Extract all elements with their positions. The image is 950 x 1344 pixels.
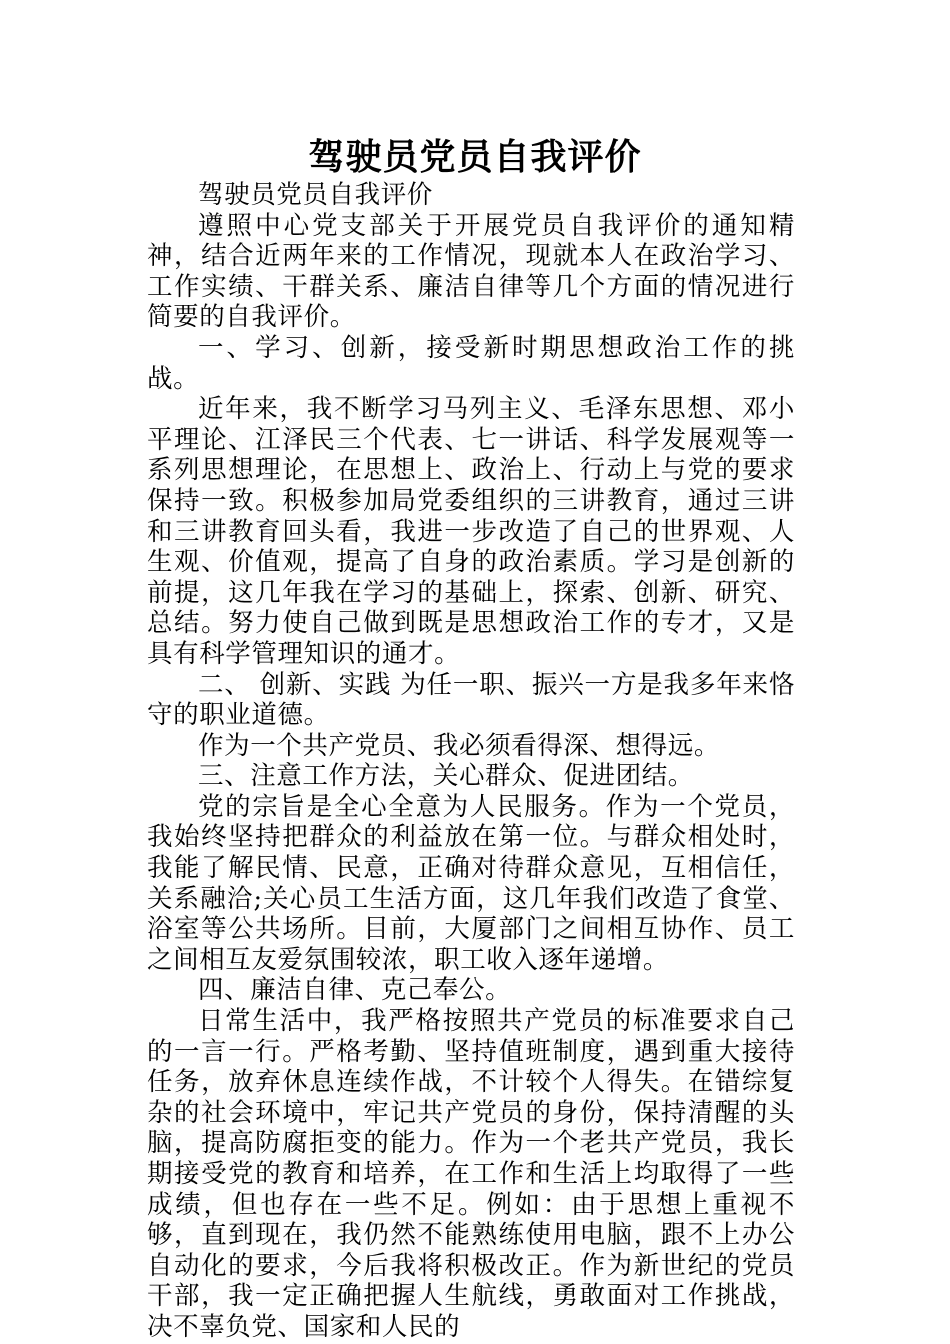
section-heading-3: 三、注意工作方法，关心群众、促进团结。 [198,761,694,792]
document-title: 驾驶员党员自我评价 [308,136,642,178]
paragraph-subtitle: 驾驶员党员自我评价 [198,180,433,210]
document-body [147,180,795,1343]
paragraph-section-4: 日常生活中，我严格按照共产党员的标准要求自己的一言一行。严格考勤、坚持值班制度，遇到重大接待任务，放弃休息连续作战，不计较个人得失。在错综复杂的社会环境中，牢记共产党员的身份，保持清醒的头脑，提高防腐拒变的能力。作为一个老共产党员，我长期接受党的教育和培养，在工作和生活上均取得了一些成绩，但也存在一些不足。例如：由于思想上重视不够，直到现在，我仍然不能熟练使用电脑，跟不上办公自动化的要求，今后我将积极改正。作为新世纪的党员干部，我一定正确把握人生航线，勇敢面对工作挑战，决不辜负党、国家和人民的 [147,1006,795,1342]
paragraph-section-1: 近年来，我不断学习马列主义、毛泽东思想、邓小平理论、江泽民三个代表、七一讲话、科学发展观等一系列思想理论，在思想上、政治上、行动上与党的要求保持一致。积极参加局党委组织的三讲教育，通过三讲和三讲教育回头看，我进一步改造了自己的世界观、人生观、价值观，提高了自身的政治素质。学习是创新的前提，这几年我在学习的基础上，探索、创新、研究、总结。努力使自己做到既是思想政治工作的专才，又是具有科学管理知识的通才。 [147,394,795,669]
section-heading-2: 二、 创新、实践 为任一职、振兴一方是我多年来恪守的职业道德。 [147,669,795,731]
paragraph-intro: 遵照中心党支部关于开展党员自我评价的通知精神，结合近两年来的工作情况，现就本人在政治学习、工作实绩、干群关系、廉洁自律等几个方面的情况进行简要的自我评价。 [147,210,795,333]
section-heading-1: 一、学习、创新，接受新时期思想政治工作的挑战。 [147,332,795,394]
paragraph-section-3: 党的宗旨是全心全意为人民服务。作为一个党员，我始终坚持把群众的利益放在第一位。与群众相处时，我能了解民情、民意，正确对待群众意见，互相信任，关系融洽;关心员工生活方面，这几年我们改造了食堂、浴室等公共场所。目前，大厦部门之间相互协作、员工之间相互友爱氛围较浓，职工收入逐年递增。 [147,791,795,975]
paragraph-section-2: 作为一个共产党员、我必须看得深、想得远。 [198,730,721,761]
section-heading-4: 四、廉洁自律、克己奉公。 [198,975,512,1006]
